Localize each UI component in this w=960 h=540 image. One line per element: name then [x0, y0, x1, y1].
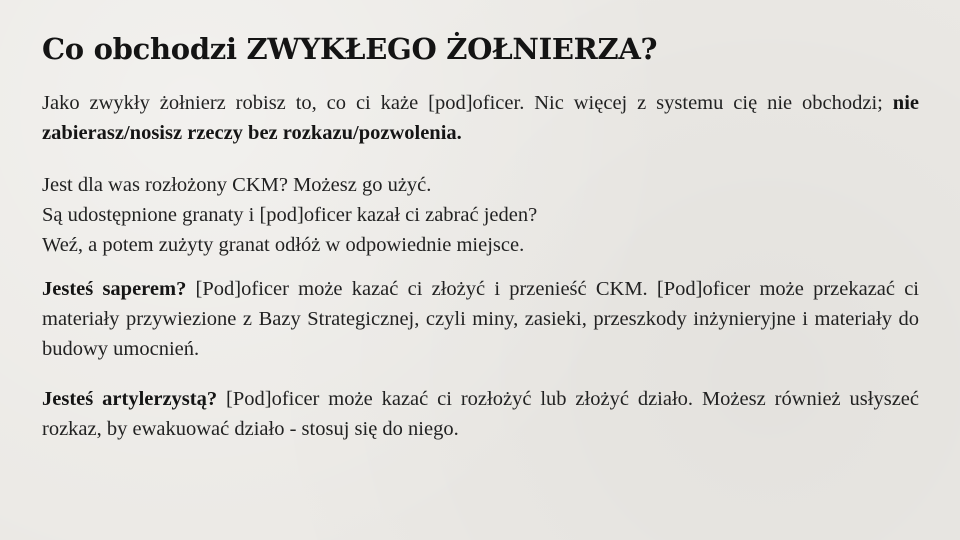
- paragraph-text: Jako zwykły żołnierz robisz to, co ci każe [pod]oficer. Nic więcej z systemu cię nie obchodzi;: [42, 92, 893, 114]
- paragraph-soldier-duties: [42, 88, 919, 148]
- example-line-ckm: Jest dla was rozłożony CKM? Możesz go użyć.: [42, 174, 432, 196]
- sapper-text: [Pod]oficer może kazać ci złożyć i przenieść CKM. [Pod]oficer może przekazać ci materiały przywiezione z Bazy Strategicznej, czyli miny, zasieki, przeszkody inżynieryjne i materiały do budowy umocnień.: [42, 278, 919, 360]
- paragraph-artillery: [42, 384, 919, 444]
- sapper-heading: Jesteś saperem?: [42, 278, 187, 300]
- example-line-return: Weź, a potem zużyty granat odłóż w odpowiednie miejsce.: [42, 234, 525, 256]
- artillery-heading: Jesteś artylerzystą?: [42, 388, 218, 410]
- slide-title: Co obchodzi ZWYKŁEGO ŻOŁNIERZA?: [42, 32, 658, 66]
- example-line-grenades: Są udostępnione granaty i [pod]oficer kazał ci zabrać jeden?: [42, 204, 538, 226]
- paragraph-emphasis: nie zabierasz/nosisz rzeczy bez rozkazu/pozwolenia.: [42, 92, 919, 144]
- slide-body: [42, 88, 919, 444]
- paragraph-sapper: [42, 274, 919, 364]
- paragraph-examples: [42, 170, 919, 260]
- artillery-text: [Pod]oficer może kazać ci rozłożyć lub złożyć działo. Możesz również usłyszeć rozkaz, by ewakuować działo - stosuj się do niego.: [42, 388, 920, 440]
